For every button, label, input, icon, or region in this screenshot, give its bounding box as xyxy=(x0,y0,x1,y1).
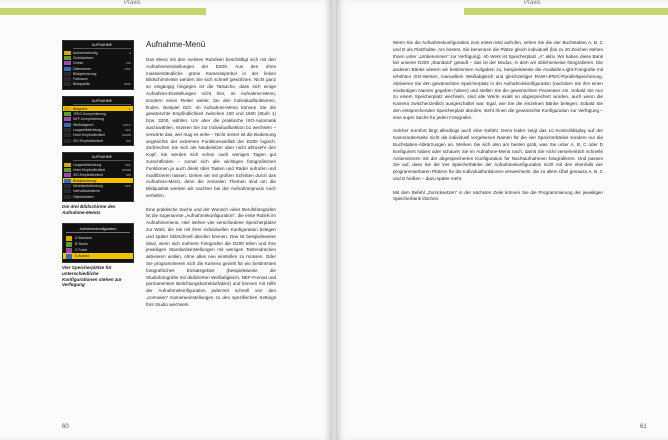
running-header: Praxis xyxy=(524,0,541,6)
page-number: 60 xyxy=(62,424,69,430)
page-number: 61 xyxy=(640,424,647,430)
menu-title: AUFNAHME xyxy=(73,98,131,105)
menu-row: Bildoptimierung xyxy=(63,71,133,76)
camera-menu-screen-2 xyxy=(62,96,134,146)
menu-row: Intervallaufnahme xyxy=(63,189,133,194)
menu-row: Objektivdaten xyxy=(63,194,133,199)
menu-row: Ordner 100 xyxy=(63,61,133,66)
setup-menu-icon xyxy=(64,123,71,127)
menu-row: Weißabgleich AUTO xyxy=(63,122,133,127)
retouch-icon xyxy=(64,184,71,188)
menu-row: Langzeitbelichtung OFF xyxy=(63,127,133,132)
menu-row-selected: Bildgröße L xyxy=(63,106,133,111)
figure-caption: Vier Speicherplätze für unterschiedliche Konfigurationen stehen zur Verfügung xyxy=(62,265,122,288)
my-menu-icon xyxy=(64,133,71,137)
menu-row: Bildqualität RAW xyxy=(63,82,133,87)
camera-menu-screen-3 xyxy=(62,152,134,202)
config-row-selected: D Andrea xyxy=(63,253,133,259)
left-page xyxy=(0,0,332,440)
menu-title: AUFNAHME xyxy=(73,42,131,49)
menu-title: AUFNAHME xyxy=(73,154,131,161)
header-bar xyxy=(464,8,668,15)
help-icon xyxy=(64,195,71,199)
body-text xyxy=(146,57,276,315)
menu-row: Mehrfachbelichtung OFF xyxy=(63,183,133,188)
menu-row: Langzeitbelichtung OFF xyxy=(63,162,133,167)
menu-title: Aufnahmekonfiguration xyxy=(66,226,130,233)
menu-row: Farbraum xyxy=(63,76,133,81)
screenshot-column xyxy=(62,40,134,296)
setup-menu-icon xyxy=(66,254,72,259)
my-menu-icon xyxy=(64,189,71,193)
menu-row: ISO-Empfindlichkeit 400 xyxy=(63,173,133,178)
custom-settings-icon xyxy=(66,248,72,253)
playback-menu-icon xyxy=(64,112,71,116)
paragraph: Eine praktische Sache und der Wunsch vieler Berufsfotografen ist die sogenannte „Aufnahmekonfiguration“, die erste Rubrik im Aufnahmemenü. Hier stehen vier verschiedene Speicherplätze zur Wahl, die Sie mit Ihrer individuellen Konfiguration belegen und später blitzschnell abrufen können. Das ist beispielsweise ideal, wenn sich mehrere Fotografen die D200 teilen und Ihre jeweiligen Standardeinstellungen mit wenigen Tastendrücken aktivieren wollen, ohne alles neu einstellen zu müssen. Oder Sie programmieren sich die Kamera gezielt für ein bestimmtes fotografisches Einsatzgebiet (beispielsweise die Studiofotografie mit dedizierten Weißabgleich, NEF-Format und permanentem Belichtungskorrekturfaktor) und können mit Hilfe der Aufnahmekonfiguration jederzeit schnell von den „normalen“ Kameraeinstellungen zu den spezifischen Settings fürs Studio wechseln. xyxy=(146,206,276,307)
menu-row: Hohe Empfindlichkeit NORM xyxy=(63,133,133,138)
config-row: C Frank xyxy=(63,247,133,253)
section-title: Aufnahme-Menü xyxy=(146,40,206,49)
custom-settings-icon xyxy=(64,173,71,177)
menu-row: Zurücksetzen xyxy=(63,55,133,60)
paragraph: Das Menü mit den meisten Rubriken beschäftigt sich mit den Aufnahmeeinstellungen der D200. Aus den ohne massenständliche grüne Kameraspmbol in der linken Bildschirmleiste werden Sie sich schnell gewöhnen. Nicht ganz so eingängig hingegen ist die Tatsache, dass sich einige Aufnahme-Einstellungen nicht hier, im Aufnahme-Menü, sondern einen Reiter weiter, bei den Individualfunktionen, finden. Beispiel ISO: Im Aufnahme-Menü können Sie die gewünschte Empfindlichkeit zwischen 100 und 1600 (Stufe 1) bzw. 3200, wählen. Um aber die praktische ISO-Automatik auszuwählen, müssen Sie zur Individualfunktion b1 wechseln – verwirrte das, wer mag es sehe – Nicht immer ist die Bedienung angesichts der extremen Funktionsvielfalt der D200 logisch. Zerbrechen Sie sich als Neubesitzer aber nicht allzusehr den Kopf: Sie werden sich schon nach wenigen Tagen gut zurechtfinden – zumal sich alle wichtigen fotografischen Funktionen ja auch direkt über Tasten und Räder aufrufen und modifizieren lassen. Gehen wir mit großen Schritten durch das Aufnahme-Menü, denn die zentralen Themen sind um die Bildqualität werden wir nachher bei der Aufnahmepraxis noch vertiefen. xyxy=(146,57,276,198)
figure-caption: Die drei Bildschirme des Aufnahme-Menüs xyxy=(62,204,116,215)
paragraph: Wenn Sie die Aufnahmekonfiguration zum ersten Mal aufrufen, sehen Sie die vier Buchstaben A, B, C und D als Platzhalter. Am besten, Sie benennen die Plätze gleich individuell (bis zu 20 Zeichen stehen Ihnen unter „Umbenennen“ zur Verfügung). Ab Werk ist Speicherplatz „A“ aktiv. Wir haben diese Bank bei unserer D200 „Standard“ getauft – das ist der Modus, in dem wir üblicherweise fotografieren. Die anderen Bänke wiesen wir bestimmten Aufgaben zu, beispielsweise die Available-Light-Fotografie mit erhöhten ISO-Werten, manuellem Weißabgleich und gleichzeitiger RAW+JPEG-Parallelspeicherung. Aktivieren Sie den gewünschten Speicherplatz in der Aufnahmekonfiguration (nachdem Sie ihm einen eindeutigen Namen gegeben haben) und stellen Sie die gewünschten Parameter ein. Sobald Sie nun zu einem Speicherplatz wechseln, sind alle Werte exakt so abgespeichert worden, auch wenn die Kamera zwischenzeitlich ausgeschaltet war. Egal, wie Sie die einzelnen Bänke belegen: Sobald Sie den entsprechenden Speicherplatz abrufen, steht Ihnen die gewünschte Konfiguration zur Verfügung – eine super Sache für jeden Fotografen. xyxy=(393,40,603,120)
shooting-menu-icon xyxy=(66,236,72,241)
menu-row: Aufnahmekonfig. A xyxy=(63,50,133,55)
setup-menu-icon xyxy=(64,179,71,183)
menu-row: ISO-Empfindlichkeit 400 xyxy=(63,138,133,143)
menu-row: JPEG-Komprimierung xyxy=(63,111,133,116)
right-page xyxy=(336,0,668,440)
custom-settings-icon xyxy=(64,117,71,121)
running-header: Praxis xyxy=(124,0,141,6)
playback-menu-icon xyxy=(64,56,71,60)
menu-row: Hohe Empfindlichkeit NORM xyxy=(63,167,133,172)
header-bar xyxy=(0,8,206,15)
menu-row: NEF-Komprimierung xyxy=(63,117,133,122)
retouch-icon xyxy=(64,128,71,132)
menu-row: Dateinamen DSC xyxy=(63,66,133,71)
paragraph: Mit dem Befehl „Zurücksetzen“ in der nächsten Zeile können Sie die Programmierung der jeweiligen Speicherbank löschen. xyxy=(393,189,603,202)
custom-settings-icon xyxy=(64,61,71,65)
shooting-menu-icon xyxy=(64,51,71,55)
playback-menu-icon xyxy=(64,168,71,172)
my-menu-icon xyxy=(64,77,71,81)
setup-menu-icon xyxy=(64,67,71,71)
camera-menu-screen-1 xyxy=(62,40,134,90)
paragraph: Solcher Komfort birgt allerdings auch eine Gefahr. Denn leider zeigt das LC-Kontrolldisplay auf der Kameraoberseite nicht die individuell vergebenen Namen für die vier Speicherbänke sondern nur die Buchstaben-Abkürzungen an. Merken Sie sich also am besten grob, was Sie unter A, B, C oder D konfiguriert haben oder schauen Sie im Aufnahme-Menü nach, damit Sie nicht versehentlich schnelle Actionszenen mit der abgespeicherten Konfiguration für Nachtaufnahmen fotografieren. Und passen Sie auf, dass Sie die vier Speicherbänke der Aufnahmekonfiguration nicht mit den ebenfalls vier programmierbaren Plätzen für die Individualfunktionen verwechseln, die zu allem Übel genauso A, B, C und D heißen – dazu später mehr. xyxy=(393,128,603,181)
config-row: A Standard xyxy=(63,235,133,241)
body-text xyxy=(393,40,603,210)
menu-row-selected: Bildoptimierung xyxy=(63,178,133,183)
camera-config-screen xyxy=(62,223,134,263)
config-row: B Studio xyxy=(63,241,133,247)
playback-menu-icon xyxy=(66,242,72,247)
help-icon xyxy=(64,82,71,86)
shooting-menu-icon xyxy=(64,107,71,111)
help-icon xyxy=(64,139,71,143)
retouch-icon xyxy=(64,72,71,76)
shooting-menu-icon xyxy=(64,163,71,167)
